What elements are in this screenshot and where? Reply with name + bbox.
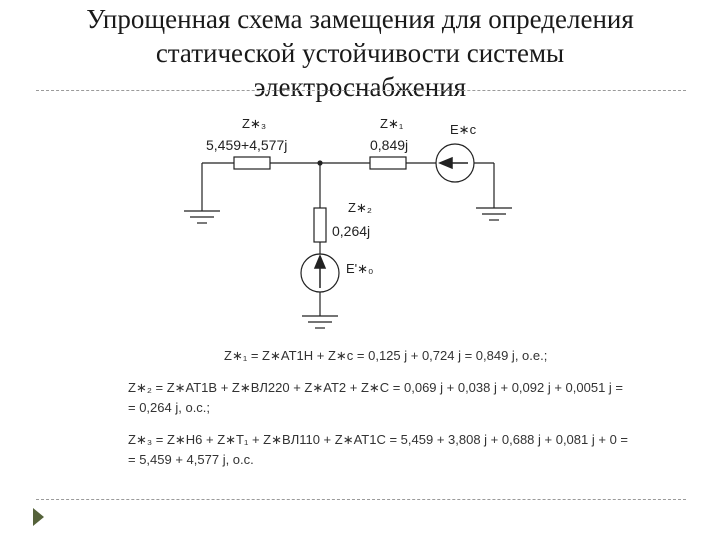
bottom-divider xyxy=(36,499,686,500)
z1-label: Z∗₁ xyxy=(380,116,404,131)
slide-title-line-2: статической устойчивости системы xyxy=(155,38,565,68)
z2-value: 0,264j xyxy=(332,223,371,239)
left-ground-icon xyxy=(184,211,220,223)
z2-label: Z∗₂ xyxy=(348,200,372,215)
equation-z3-line-2: = 5,459 + 4,577 j, o.c. xyxy=(128,452,254,467)
z3-label: Z∗₃ xyxy=(242,116,267,131)
e0-label: E'∗₀ xyxy=(346,261,374,276)
equation-z2-line-1: Z∗₂ = Z∗AT1B + Z∗BЛ220 + Z∗AT2 + Z∗C = 0,069 j + 0,038 j + 0,092 j + 0,0051 j = xyxy=(128,380,624,395)
right-ground-icon xyxy=(476,208,512,220)
z3-impedance xyxy=(234,157,270,169)
z2-impedance xyxy=(314,208,326,242)
slide-title xyxy=(30,2,690,104)
z3-value: 5,459+4,577j xyxy=(206,137,288,153)
z1-impedance xyxy=(370,157,406,169)
slide-title-line-1: Упрощенная схема замещения для определения xyxy=(86,4,634,34)
slide-bullet-arrow-icon xyxy=(33,508,44,526)
equivalent-circuit-diagram xyxy=(170,108,550,336)
slide-title-line-3: электроснабжения xyxy=(253,72,467,102)
bottom-ground-icon xyxy=(302,316,338,328)
ec-label: E∗c xyxy=(450,122,477,137)
top-divider xyxy=(36,90,686,91)
e0-arrow-icon xyxy=(315,256,325,268)
z1-value: 0,849j xyxy=(370,137,409,153)
junction-node xyxy=(317,160,322,165)
equation-z2-line-2: = 0,264 j, o.c.; xyxy=(128,400,211,415)
equation-z3-line-1: Z∗₃ = Z∗H6 + Z∗T₁ + Z∗BЛ110 + Z∗AT1C = 5,459 + 3,808 j + 0,688 j + 0,081 j + 0 = xyxy=(128,432,628,447)
equation-z1: Z∗₁ = Z∗AT1H + Z∗c = 0,125 j + 0,724 j = 0,849 j, o.e.; xyxy=(224,348,548,363)
ec-arrow-icon xyxy=(440,158,452,168)
